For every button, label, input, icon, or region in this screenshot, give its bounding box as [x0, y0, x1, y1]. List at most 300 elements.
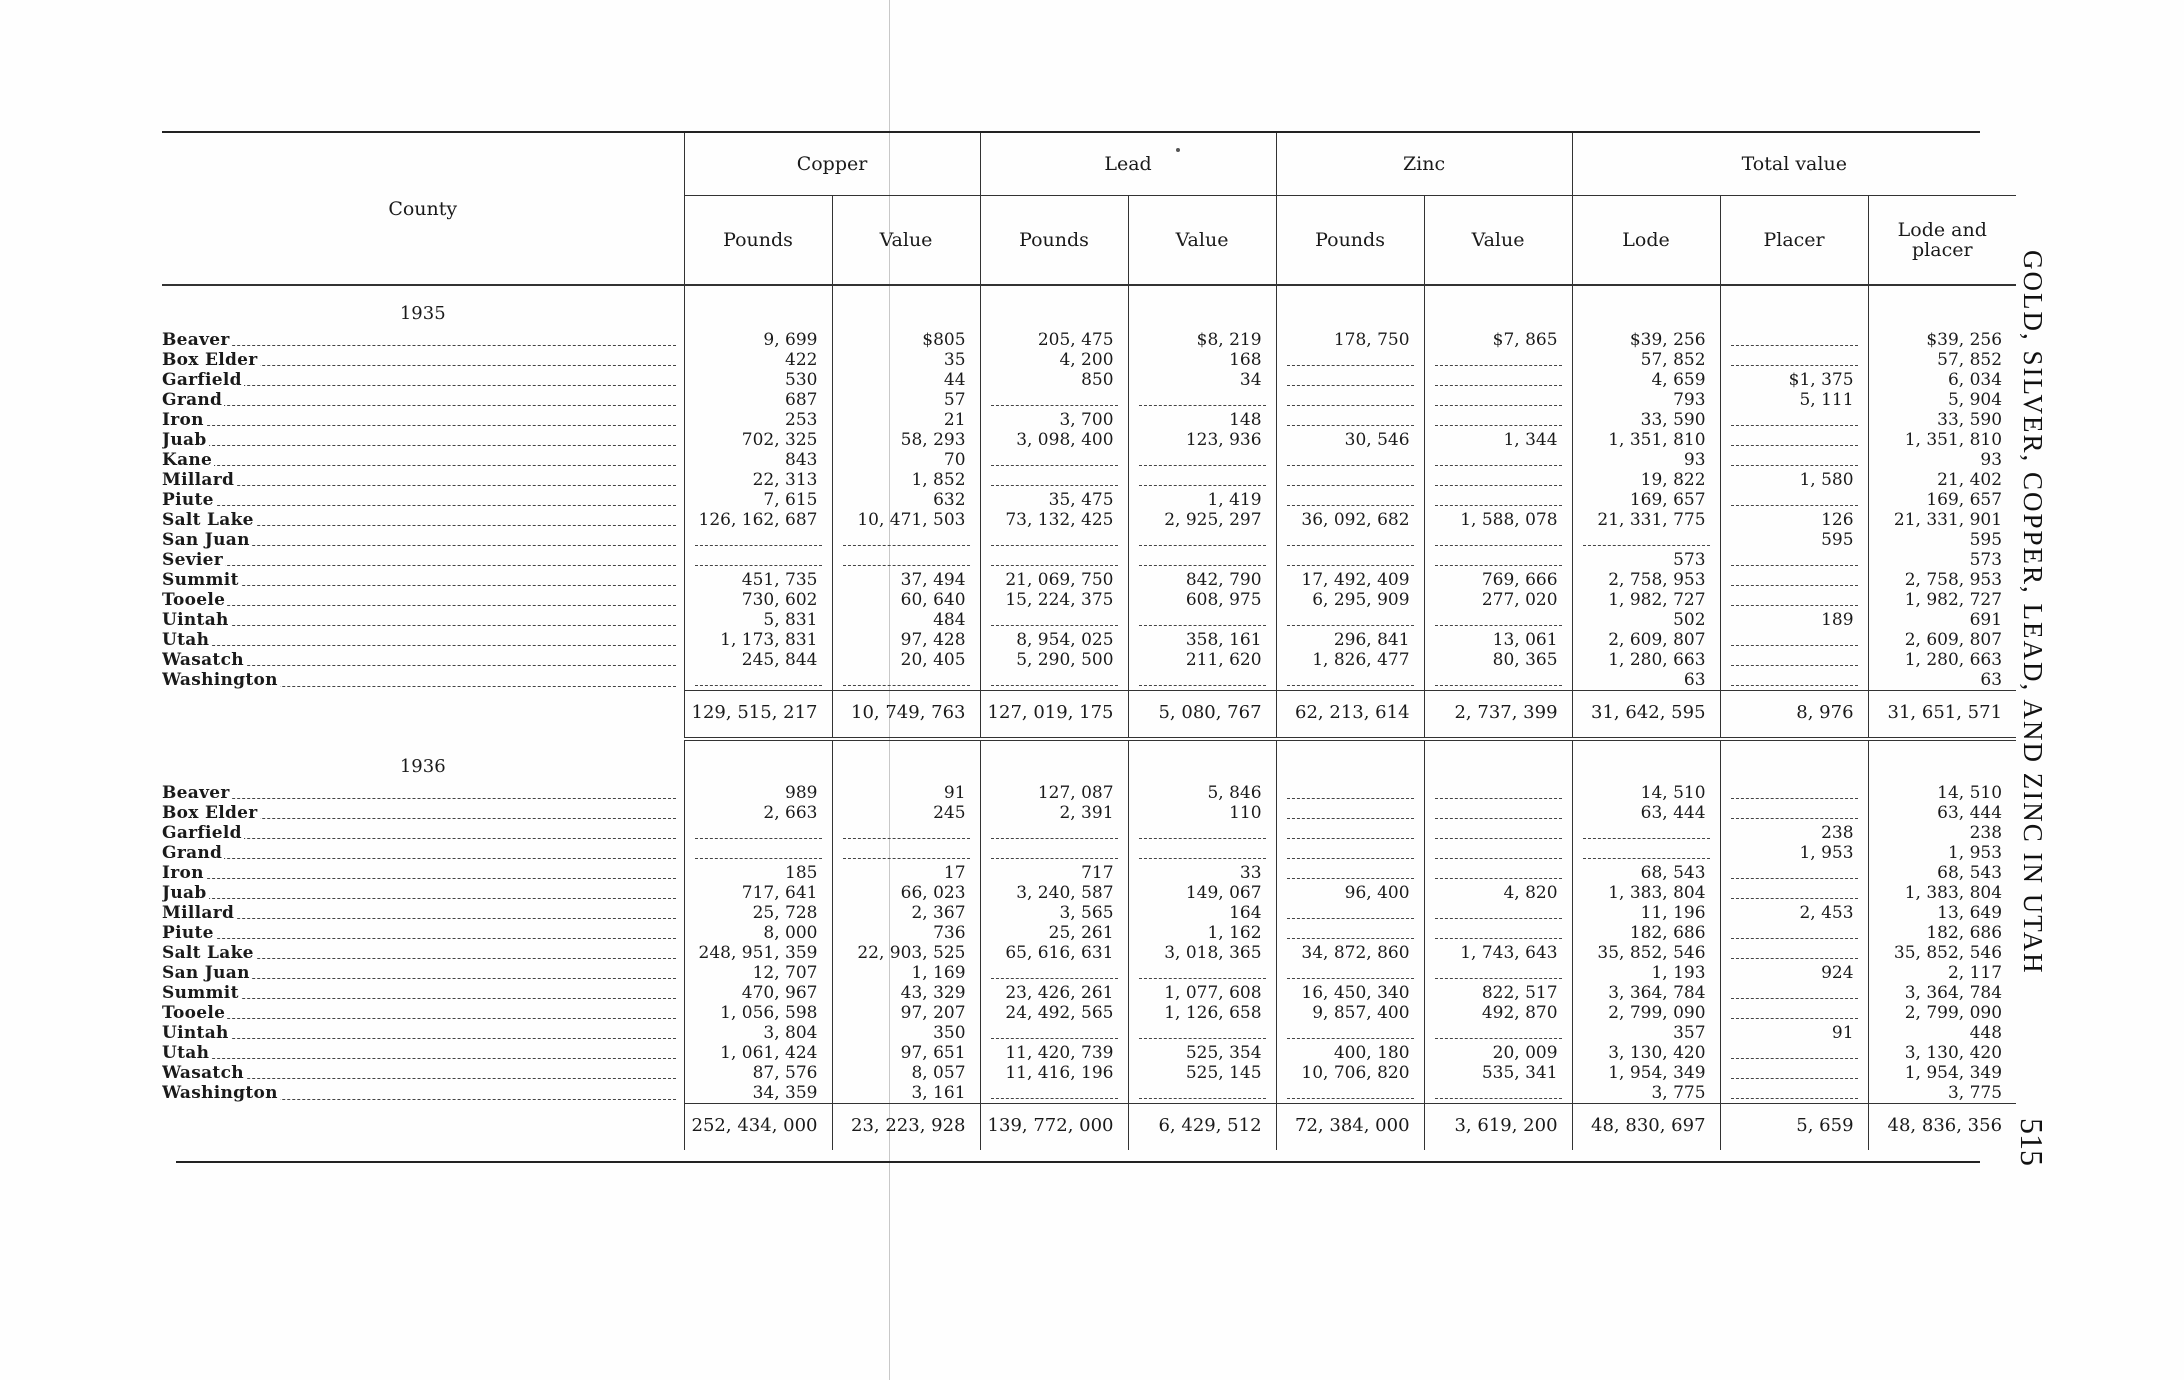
empty-value-cell: [1424, 470, 1572, 490]
value-cell: 595: [1868, 530, 2016, 550]
value-cell: 22, 903, 525: [832, 943, 980, 963]
value-cell: 7, 615: [684, 490, 832, 510]
value-cell: 91: [1720, 1023, 1868, 1043]
zinc-group-header: Zinc: [1276, 133, 1572, 196]
value-cell: 253: [684, 410, 832, 430]
value-cell: $7, 865: [1424, 330, 1572, 350]
value-cell: 2, 391: [980, 803, 1128, 823]
table-row: [162, 943, 2016, 963]
county-name: Millard: [162, 903, 235, 923]
county-cell: [162, 530, 684, 550]
value-cell: 57: [832, 390, 980, 410]
empty-value-cell: [684, 670, 832, 691]
county-cell: [162, 863, 684, 883]
county-cell: [162, 943, 684, 963]
county-cell: [162, 510, 684, 530]
empty-value-cell: [1424, 490, 1572, 510]
empty-value-cell: [1128, 470, 1276, 490]
value-cell: 1, 351, 810: [1868, 430, 2016, 450]
empty-value-cell: [1424, 863, 1572, 883]
leader-dots: [162, 465, 676, 466]
county-cell: [162, 1043, 684, 1063]
empty-value-cell: [1720, 783, 1868, 803]
value-cell: $39, 256: [1868, 330, 2016, 350]
empty-value-cell: [1720, 1063, 1868, 1083]
empty-value-cell: [980, 390, 1128, 410]
total-value-cell: 129, 515, 217: [684, 691, 832, 740]
table-row: [162, 630, 2016, 650]
value-cell: 736: [832, 923, 980, 943]
value-cell: 1, 193: [1572, 963, 1720, 983]
value-cell: 702, 325: [684, 430, 832, 450]
value-cell: $805: [832, 330, 980, 350]
county-name: Tooele: [162, 1003, 226, 1023]
value-cell: 63: [1868, 670, 2016, 691]
county-name: Salt Lake: [162, 943, 254, 963]
empty-value-cell: [1720, 630, 1868, 650]
value-cell: 608, 975: [1128, 590, 1276, 610]
production-table: [162, 133, 2016, 1150]
empty-value-cell: [980, 843, 1128, 863]
county-cell: [162, 903, 684, 923]
value-cell: 11, 196: [1572, 903, 1720, 923]
empty-value-cell: [1276, 390, 1424, 410]
value-cell: 35, 852, 546: [1868, 943, 2016, 963]
bottom-rule: [176, 1161, 1980, 1163]
empty-value-cell: [980, 1023, 1128, 1043]
empty-value-cell: [1276, 1083, 1424, 1104]
value-cell: 924: [1720, 963, 1868, 983]
value-cell: 126: [1720, 510, 1868, 530]
value-cell: 1, 383, 804: [1868, 883, 2016, 903]
value-cell: $8, 219: [1128, 330, 1276, 350]
value-cell: 2, 367: [832, 903, 980, 923]
value-cell: 80, 365: [1424, 650, 1572, 670]
county-name: Iron: [162, 863, 204, 883]
value-cell: 34, 359: [684, 1083, 832, 1104]
value-cell: 17: [832, 863, 980, 883]
county-cell: [162, 1023, 684, 1043]
empty-value-cell: [1276, 410, 1424, 430]
table-row: [162, 923, 2016, 943]
total-value-cell: 127, 019, 175: [980, 691, 1128, 740]
value-cell: 110: [1128, 803, 1276, 823]
value-cell: 1, 982, 727: [1868, 590, 2016, 610]
value-cell: 573: [1868, 550, 2016, 570]
county-name: Juab: [162, 430, 207, 450]
value-cell: 43, 329: [832, 983, 980, 1003]
total-value-cell: 31, 642, 595: [1572, 691, 1720, 740]
table-row: [162, 510, 2016, 530]
value-cell: 60, 640: [832, 590, 980, 610]
value-cell: 97, 651: [832, 1043, 980, 1063]
empty-value-cell: [1424, 923, 1572, 943]
county-cell: [162, 630, 684, 650]
county-cell: [162, 843, 684, 863]
value-cell: 182, 686: [1572, 923, 1720, 943]
county-name: Sevier: [162, 550, 224, 570]
year-row-blank-cell: [1276, 739, 1424, 783]
value-cell: 13, 061: [1424, 630, 1572, 650]
empty-value-cell: [684, 550, 832, 570]
value-cell: 245: [832, 803, 980, 823]
lode-header: Lode: [1572, 196, 1720, 286]
leader-dots: [162, 878, 676, 879]
value-cell: 97, 207: [832, 1003, 980, 1023]
value-cell: 12, 707: [684, 963, 832, 983]
empty-value-cell: [1128, 823, 1276, 843]
county-cell: [162, 650, 684, 670]
value-cell: 9, 699: [684, 330, 832, 350]
leader-dots: [162, 898, 676, 899]
value-cell: 4, 659: [1572, 370, 1720, 390]
value-cell: $1, 375: [1720, 370, 1868, 390]
empty-value-cell: [1424, 410, 1572, 430]
year-row-blank-cell: [1424, 739, 1572, 783]
value-cell: 470, 967: [684, 983, 832, 1003]
value-cell: 25, 261: [980, 923, 1128, 943]
lode-and-placer-header: Lode and placer: [1868, 196, 2016, 286]
table-row: [162, 650, 2016, 670]
value-cell: 168: [1128, 350, 1276, 370]
county-name: Garfield: [162, 823, 242, 843]
county-name: Iron: [162, 410, 204, 430]
leader-dots: [162, 1058, 676, 1059]
empty-value-cell: [1424, 530, 1572, 550]
table-row: [162, 670, 2016, 691]
empty-value-cell: [980, 963, 1128, 983]
value-cell: 91: [832, 783, 980, 803]
value-cell: 20, 009: [1424, 1043, 1572, 1063]
county-name: Uintah: [162, 610, 229, 630]
year-row-blank-cell: [1868, 739, 2016, 783]
leader-dots: [162, 938, 676, 939]
empty-value-cell: [1128, 450, 1276, 470]
empty-value-cell: [684, 843, 832, 863]
value-cell: 36, 092, 682: [1276, 510, 1424, 530]
value-cell: 37, 494: [832, 570, 980, 590]
value-cell: 8, 954, 025: [980, 630, 1128, 650]
county-cell: [162, 883, 684, 903]
value-cell: 1, 344: [1424, 430, 1572, 450]
empty-value-cell: [1720, 670, 1868, 691]
value-cell: $39, 256: [1572, 330, 1720, 350]
table-row: [162, 1023, 2016, 1043]
county-name: Piute: [162, 490, 214, 510]
leader-dots: [162, 645, 676, 646]
total-value-cell: 6, 429, 512: [1128, 1104, 1276, 1151]
leader-dots: [162, 605, 676, 606]
empty-value-cell: [832, 550, 980, 570]
empty-value-cell: [1424, 1083, 1572, 1104]
year-row-blank-cell: [1572, 739, 1720, 783]
total-value-cell: 139, 772, 000: [980, 1104, 1128, 1151]
value-cell: 502: [1572, 610, 1720, 630]
county-cell: [162, 390, 684, 410]
lead-group-header: Lead: [980, 133, 1276, 196]
value-cell: 149, 067: [1128, 883, 1276, 903]
value-cell: 2, 663: [684, 803, 832, 823]
county-name: Tooele: [162, 590, 226, 610]
value-cell: 35, 852, 546: [1572, 943, 1720, 963]
value-cell: 63, 444: [1868, 803, 2016, 823]
empty-value-cell: [1276, 803, 1424, 823]
value-cell: 16, 450, 340: [1276, 983, 1424, 1003]
value-cell: 19, 822: [1572, 470, 1720, 490]
value-cell: 1, 826, 477: [1276, 650, 1424, 670]
county-name: Wasatch: [162, 650, 244, 670]
value-cell: 2, 609, 807: [1572, 630, 1720, 650]
value-cell: 35: [832, 350, 980, 370]
value-cell: 1, 852: [832, 470, 980, 490]
value-cell: 822, 517: [1424, 983, 1572, 1003]
value-cell: 21, 331, 901: [1868, 510, 2016, 530]
value-cell: 21, 402: [1868, 470, 2016, 490]
value-cell: 1, 954, 349: [1572, 1063, 1720, 1083]
year-row-blank-cell: [980, 739, 1128, 783]
value-cell: 525, 145: [1128, 1063, 1276, 1083]
zinc-pounds-header: Pounds: [1276, 196, 1424, 286]
empty-value-cell: [1276, 1023, 1424, 1043]
value-cell: 1, 126, 658: [1128, 1003, 1276, 1023]
county-name: Utah: [162, 1043, 210, 1063]
empty-value-cell: [1276, 923, 1424, 943]
empty-value-cell: [1424, 783, 1572, 803]
empty-value-cell: [1424, 390, 1572, 410]
value-cell: 842, 790: [1128, 570, 1276, 590]
county-cell: [162, 923, 684, 943]
value-cell: 21, 069, 750: [980, 570, 1128, 590]
value-cell: 57, 852: [1868, 350, 2016, 370]
value-cell: 632: [832, 490, 980, 510]
county-name: Beaver: [162, 330, 230, 350]
value-cell: 1, 162: [1128, 923, 1276, 943]
empty-value-cell: [1424, 550, 1572, 570]
value-cell: 535, 341: [1424, 1063, 1572, 1083]
value-cell: 1, 580: [1720, 470, 1868, 490]
empty-value-cell: [980, 470, 1128, 490]
value-cell: 63, 444: [1572, 803, 1720, 823]
empty-value-cell: [1720, 983, 1868, 1003]
county-cell: [162, 610, 684, 630]
county-name: Box Elder: [162, 803, 258, 823]
table-row: [162, 370, 2016, 390]
value-cell: 1, 383, 804: [1572, 883, 1720, 903]
table-row: [162, 490, 2016, 510]
value-cell: 93: [1572, 450, 1720, 470]
value-cell: 1, 982, 727: [1572, 590, 1720, 610]
empty-value-cell: [980, 823, 1128, 843]
county-cell: [162, 1063, 684, 1083]
value-cell: 20, 405: [832, 650, 980, 670]
value-cell: 10, 471, 503: [832, 510, 980, 530]
table-row: [162, 530, 2016, 550]
empty-value-cell: [832, 823, 980, 843]
table-row: [162, 330, 2016, 350]
zinc-value-header: Value: [1424, 196, 1572, 286]
county-cell: [162, 983, 684, 1003]
value-cell: 3, 161: [832, 1083, 980, 1104]
county-cell: [162, 803, 684, 823]
leader-dots: [162, 405, 676, 406]
value-cell: 492, 870: [1424, 1003, 1572, 1023]
value-cell: 1, 061, 424: [684, 1043, 832, 1063]
value-cell: 573: [1572, 550, 1720, 570]
lead-pounds-header: Pounds: [980, 196, 1128, 286]
value-cell: 248, 951, 359: [684, 943, 832, 963]
lead-value-header: Value: [1128, 196, 1276, 286]
table-row: [162, 610, 2016, 630]
empty-value-cell: [1276, 490, 1424, 510]
empty-value-cell: [1424, 610, 1572, 630]
value-cell: 30, 546: [1276, 430, 1424, 450]
value-cell: 1, 953: [1720, 843, 1868, 863]
placer-header: Placer: [1720, 196, 1868, 286]
empty-value-cell: [1720, 570, 1868, 590]
empty-value-cell: [1720, 650, 1868, 670]
value-cell: 595: [1720, 530, 1868, 550]
value-cell: 15, 224, 375: [980, 590, 1128, 610]
value-cell: 1, 588, 078: [1424, 510, 1572, 530]
value-cell: 717: [980, 863, 1128, 883]
table-row: [162, 903, 2016, 923]
value-cell: 2, 453: [1720, 903, 1868, 923]
value-cell: 422: [684, 350, 832, 370]
total-value-cell: 23, 223, 928: [832, 1104, 980, 1151]
empty-value-cell: [1276, 610, 1424, 630]
empty-value-cell: [1720, 450, 1868, 470]
year-row-blank-cell: [684, 285, 832, 330]
table-row: [162, 783, 2016, 803]
empty-value-cell: [1720, 883, 1868, 903]
value-cell: 22, 313: [684, 470, 832, 490]
value-cell: 21: [832, 410, 980, 430]
county-name: San Juan: [162, 530, 250, 550]
empty-value-cell: [1720, 943, 1868, 963]
table-row: [162, 983, 2016, 1003]
empty-value-cell: [1276, 450, 1424, 470]
copper-group-header: Copper: [684, 133, 980, 196]
value-cell: 6, 034: [1868, 370, 2016, 390]
empty-value-cell: [1572, 823, 1720, 843]
total-value-cell: 5, 080, 767: [1128, 691, 1276, 740]
table-row: [162, 550, 2016, 570]
empty-value-cell: [1276, 823, 1424, 843]
empty-value-cell: [1128, 843, 1276, 863]
value-cell: 65, 616, 631: [980, 943, 1128, 963]
value-cell: 96, 400: [1276, 883, 1424, 903]
table-row: [162, 1043, 2016, 1063]
empty-value-cell: [1424, 963, 1572, 983]
county-cell: [162, 570, 684, 590]
empty-value-cell: [1720, 1043, 1868, 1063]
leader-dots: [162, 425, 676, 426]
value-cell: 5, 111: [1720, 390, 1868, 410]
value-cell: 3, 364, 784: [1572, 983, 1720, 1003]
value-cell: 6, 295, 909: [1276, 590, 1424, 610]
empty-value-cell: [832, 670, 980, 691]
leader-dots: [162, 625, 676, 626]
value-cell: 97, 428: [832, 630, 980, 650]
value-cell: 3, 565: [980, 903, 1128, 923]
value-cell: 2, 799, 090: [1572, 1003, 1720, 1023]
leader-dots: [162, 858, 676, 859]
county-name: Utah: [162, 630, 210, 650]
value-cell: 3, 775: [1572, 1083, 1720, 1104]
value-cell: 23, 426, 261: [980, 983, 1128, 1003]
county-cell: [162, 470, 684, 490]
county-cell: [162, 410, 684, 430]
year-row-blank-cell: [1128, 739, 1276, 783]
value-cell: 1, 954, 349: [1868, 1063, 2016, 1083]
year-label: 1936: [399, 756, 446, 777]
value-cell: 357: [1572, 1023, 1720, 1043]
value-cell: 451, 735: [684, 570, 832, 590]
county-name: Piute: [162, 923, 214, 943]
year-row-blank-cell: [684, 739, 832, 783]
county-name: Uintah: [162, 1023, 229, 1043]
total-value-cell: 48, 836, 356: [1868, 1104, 2016, 1151]
empty-value-cell: [1720, 550, 1868, 570]
table-row: [162, 863, 2016, 883]
value-cell: 358, 161: [1128, 630, 1276, 650]
leader-dots: [162, 345, 676, 346]
value-cell: 717, 641: [684, 883, 832, 903]
table-row: [162, 430, 2016, 450]
total-value-cell: 10, 749, 763: [832, 691, 980, 740]
empty-value-cell: [1424, 903, 1572, 923]
table-row: [162, 803, 2016, 823]
county-cell: [162, 370, 684, 390]
year-row-blank-cell: [1424, 285, 1572, 330]
value-cell: 2, 758, 953: [1572, 570, 1720, 590]
table-row: [162, 1083, 2016, 1104]
value-cell: 1, 169: [832, 963, 980, 983]
county-name: San Juan: [162, 963, 250, 983]
county-name: Washington: [162, 670, 278, 690]
value-cell: 211, 620: [1128, 650, 1276, 670]
table-row: [162, 450, 2016, 470]
table-row: [162, 390, 2016, 410]
leader-dots: [162, 1018, 676, 1019]
value-cell: 33, 590: [1868, 410, 2016, 430]
value-cell: 296, 841: [1276, 630, 1424, 650]
total-value-cell: 8, 976: [1720, 691, 1868, 740]
value-cell: 1, 351, 810: [1572, 430, 1720, 450]
value-cell: 687: [684, 390, 832, 410]
value-cell: 127, 087: [980, 783, 1128, 803]
empty-value-cell: [1276, 350, 1424, 370]
empty-value-cell: [1720, 1003, 1868, 1023]
total-value-group-header: Total value: [1572, 133, 2016, 196]
county-column-header: County: [162, 133, 684, 285]
empty-value-cell: [1128, 610, 1276, 630]
value-cell: 245, 844: [684, 650, 832, 670]
value-cell: 8, 057: [832, 1063, 980, 1083]
total-value-cell: 5, 659: [1720, 1104, 1868, 1151]
leader-dots: [162, 565, 676, 566]
value-cell: 4, 200: [980, 350, 1128, 370]
value-cell: 1, 173, 831: [684, 630, 832, 650]
value-cell: 44: [832, 370, 980, 390]
value-cell: 3, 130, 420: [1572, 1043, 1720, 1063]
value-cell: 1, 280, 663: [1868, 650, 2016, 670]
value-cell: 3, 240, 587: [980, 883, 1128, 903]
empty-value-cell: [1276, 963, 1424, 983]
year-row-blank-cell: [1572, 285, 1720, 330]
empty-value-cell: [1276, 370, 1424, 390]
empty-value-cell: [1424, 803, 1572, 823]
